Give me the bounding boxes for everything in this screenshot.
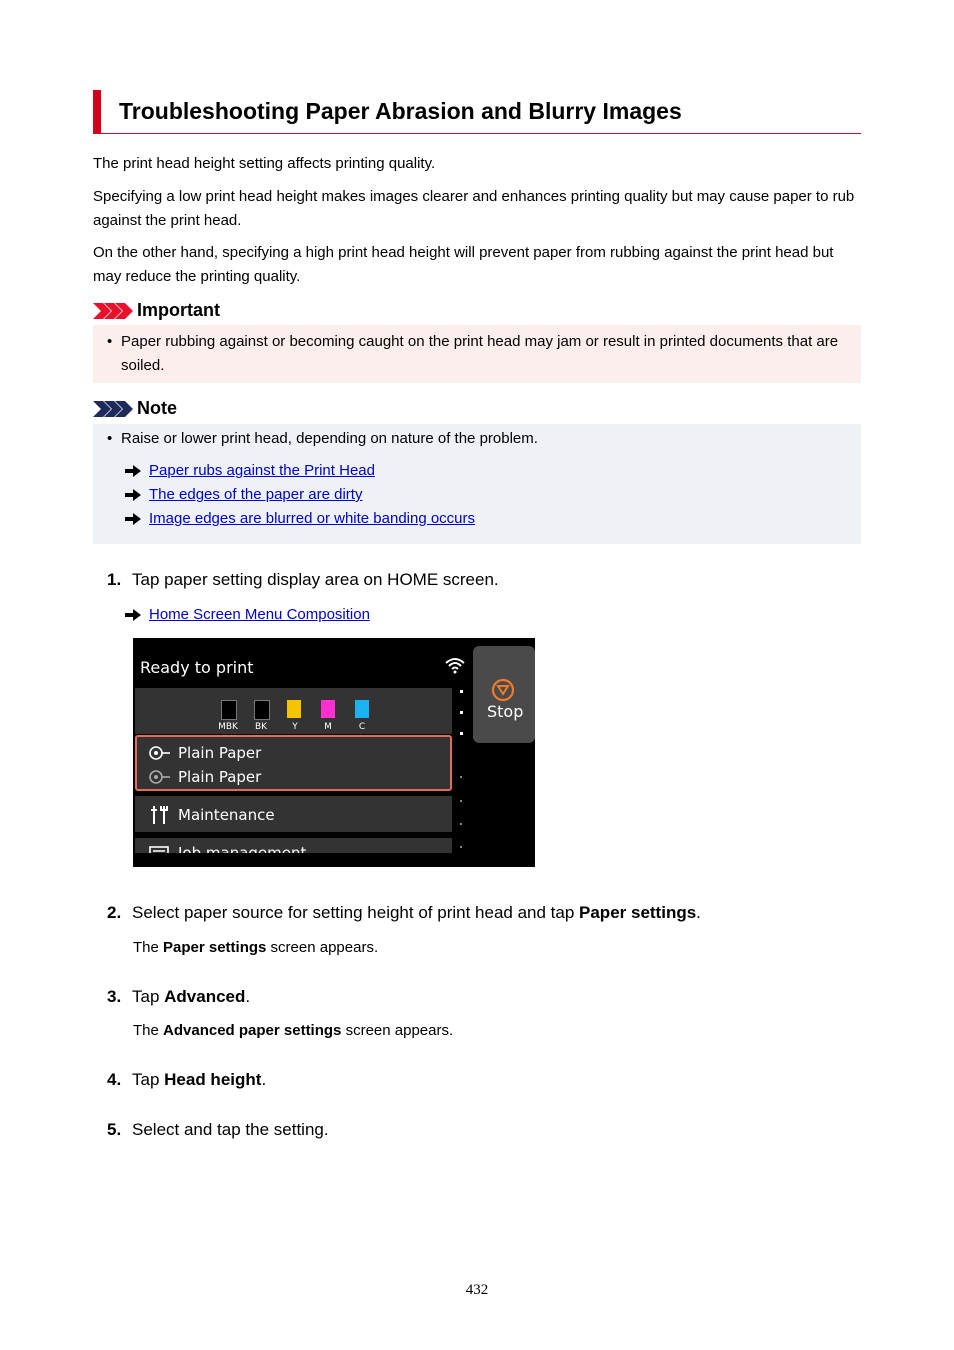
page-title: Troubleshooting Paper Abrasion and Blurry Images (119, 98, 682, 124)
paper-2-label: Plain Paper (178, 768, 262, 786)
step-number: 3. (107, 987, 122, 1006)
step-bold-text: Head height (164, 1070, 262, 1089)
ink-m-icon (321, 700, 335, 718)
roll-2-icon (148, 769, 172, 785)
arrow-right-icon (125, 489, 141, 501)
step-3-result (133, 1019, 453, 1043)
ink-label: Y (292, 722, 298, 732)
arrow-right-icon (125, 465, 141, 477)
note-item: Raise or lower print head, depending on nature of the problem. (121, 430, 538, 447)
intro-paragraph-3: On the other hand, specifying a high print head height will prevent paper from rubbing against the print head but may reduce the printing quality. (93, 244, 834, 285)
bullet-icon: • (107, 333, 113, 350)
stop-button[interactable] (473, 646, 535, 743)
important-box (93, 325, 861, 383)
step-number: 1. (107, 570, 122, 589)
scroll-dot (460, 776, 462, 778)
important-heading (93, 300, 220, 321)
step-text-end: . (261, 1070, 267, 1089)
result-text: The (133, 939, 164, 956)
scroll-dot (460, 690, 463, 693)
step-text: Select paper source for setting height of print head and tap (132, 903, 580, 922)
bullet-icon: • (107, 430, 113, 447)
maintenance-label: Maintenance (178, 806, 275, 824)
step-number: 4. (107, 1070, 122, 1089)
result-text-end: screen appears. (266, 939, 379, 956)
scroll-dot (460, 800, 462, 802)
intro-paragraph-2: Specifying a low print head height makes images clearer and enhances printing quality but may cause paper to rub against the print head. (93, 188, 855, 229)
ink-y-icon (287, 700, 301, 718)
page-number: 432 (465, 1282, 489, 1298)
title-section (93, 90, 861, 134)
step-3 (107, 985, 250, 1009)
ink-label: C (358, 722, 366, 732)
roll-1-icon (148, 745, 172, 761)
ink-bk-icon (254, 700, 270, 720)
ink-label: M (324, 722, 332, 732)
important-label: Important (137, 300, 220, 320)
note-link-row-1[interactable] (125, 459, 375, 483)
link-paper-rubs[interactable]: Paper rubs against the Print Head (149, 462, 375, 479)
step-2 (107, 901, 701, 925)
scroll-dot (460, 846, 462, 848)
link-image-edges-blurred[interactable]: Image edges are blurred or white banding occurs (149, 510, 476, 527)
step-text: Tap (132, 1070, 165, 1089)
ink-label: BK (254, 722, 268, 732)
printer-home-screen (133, 638, 535, 867)
stop-icon (491, 678, 515, 702)
step-text: Tap paper setting display area on HOME screen. (132, 570, 499, 589)
result-text: The (133, 1022, 164, 1039)
paper-row-1 (148, 744, 261, 762)
note-link-row-2[interactable] (125, 483, 362, 507)
result-bold-text: Paper settings (163, 939, 267, 956)
arrow-right-icon (125, 513, 141, 525)
link-edges-dirty[interactable]: The edges of the paper are dirty (149, 486, 363, 503)
note-chevrons-icon (93, 401, 133, 417)
paper-row-2 (148, 768, 261, 786)
ink-label: MBK (218, 722, 238, 732)
link-home-screen-menu[interactable]: Home Screen Menu Composition (149, 606, 370, 623)
step-number: 5. (107, 1120, 122, 1139)
screen-bottom-crop (133, 853, 535, 867)
intro-paragraph-1: The print head height setting affects printing quality. (93, 155, 436, 172)
step-4 (107, 1068, 266, 1092)
wifi-icon (444, 656, 466, 674)
result-text-end: screen appears. (341, 1022, 454, 1039)
maintenance-row (148, 804, 275, 826)
important-item: Paper rubbing against or becoming caught on the print head may jam or result in printed documents that are soiled. (121, 333, 839, 374)
step-number: 2. (107, 903, 122, 922)
step-5 (107, 1118, 329, 1142)
important-chevrons-icon (93, 303, 133, 319)
ink-c-icon (355, 700, 369, 718)
step-text-end: . (696, 903, 701, 922)
step-text: Select and tap the setting. (132, 1120, 329, 1139)
step-1 (107, 568, 499, 592)
step-bold-text: Paper settings (579, 903, 697, 922)
step-1-link-row[interactable] (125, 603, 370, 627)
note-box (93, 424, 861, 544)
arrow-right-icon (125, 609, 141, 621)
paper-1-label: Plain Paper (178, 744, 262, 762)
scroll-dot (460, 711, 463, 714)
title-accent-bar (93, 90, 101, 133)
screen-status-text: Ready to print (140, 658, 254, 677)
note-label: Note (137, 398, 177, 418)
tools-icon (148, 804, 172, 826)
note-link-row-3[interactable] (125, 507, 475, 531)
note-heading (93, 398, 177, 419)
stop-label: Stop (487, 702, 524, 721)
step-bold-text: Advanced (164, 987, 246, 1006)
step-text: Tap (132, 987, 165, 1006)
ink-mbk-icon (221, 700, 237, 720)
scroll-dot (460, 823, 462, 825)
scroll-dot (460, 732, 463, 735)
result-bold-text: Advanced paper settings (163, 1022, 342, 1039)
step-2-result (133, 936, 378, 960)
step-text-end: . (245, 987, 251, 1006)
